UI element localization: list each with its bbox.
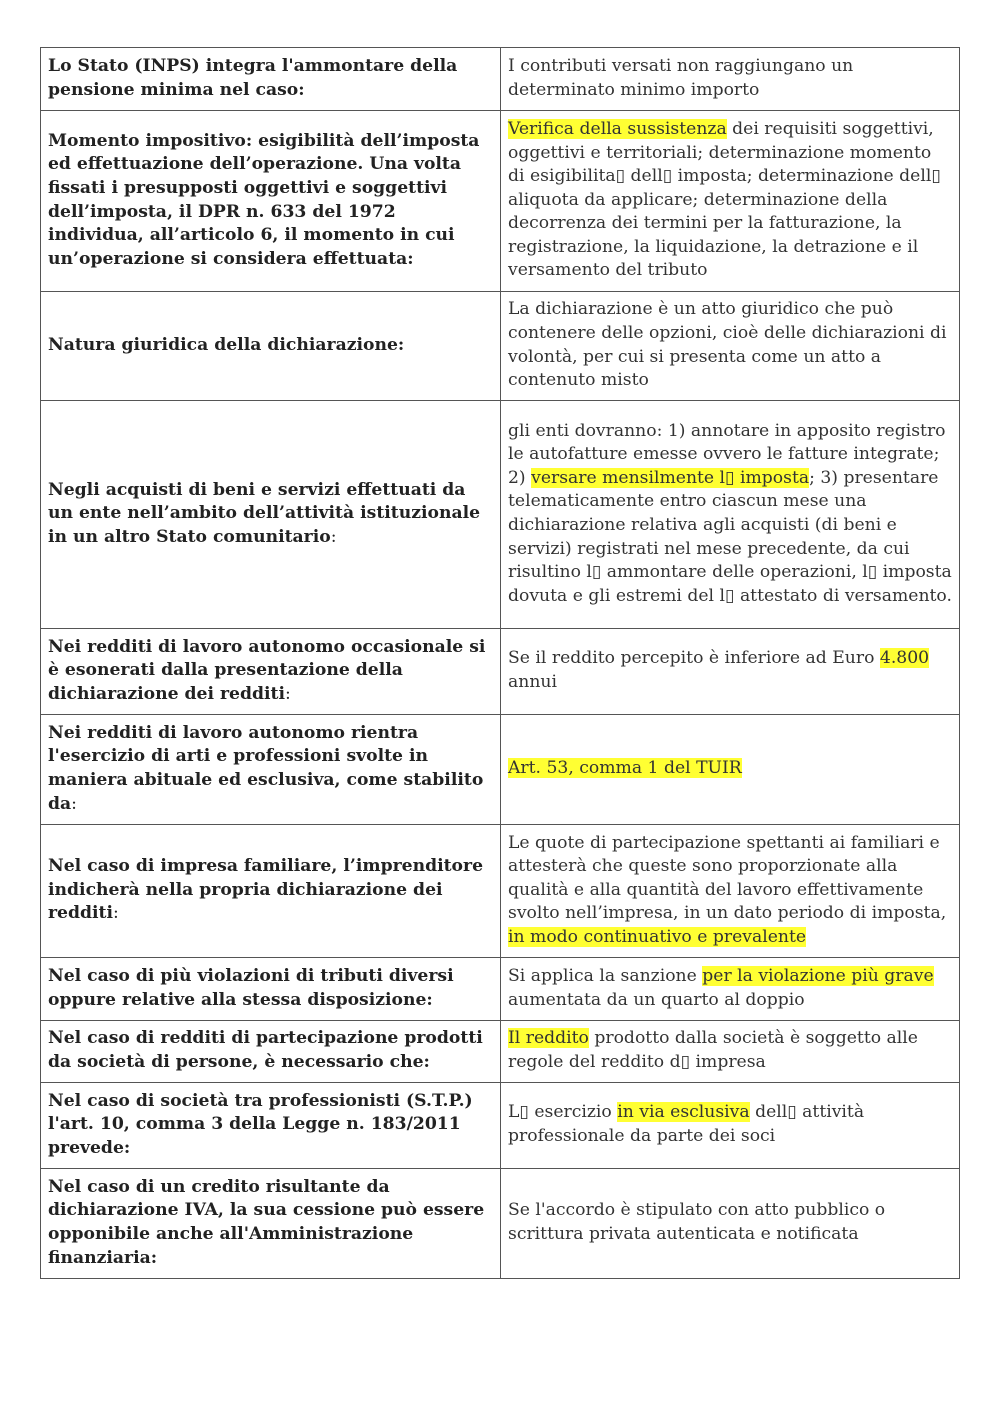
question-cell (41, 111, 501, 292)
answer-cell (501, 111, 960, 292)
answer-cell (501, 1021, 960, 1083)
answer-cell (501, 1169, 960, 1279)
answer-text: La dichiarazione è un atto giuridico che può contenere delle opzioni, cioè delle dichiarazioni di volontà, per cui si presenta come un atto a contenuto misto (508, 299, 947, 391)
question-cell (41, 1169, 501, 1279)
highlighted-answer-text: versare mensilmente l▯ imposta (531, 467, 810, 488)
table-row (41, 629, 960, 715)
qa-table (40, 47, 960, 1279)
table-row (41, 1083, 960, 1169)
question-colon: : (330, 526, 337, 547)
highlighted-answer-text: in via esclusiva (617, 1102, 750, 1123)
answer-cell (501, 715, 960, 825)
question-cell (41, 629, 501, 715)
answer-text: I contributi versati non raggiungano un determinato minimo importo (508, 55, 854, 100)
answer-text: Si applica la sanzione (508, 965, 703, 986)
answer-text: L▯ esercizio (508, 1102, 618, 1123)
qa-table-body (41, 48, 960, 1279)
highlighted-answer-text: in modo continuativo e prevalente (508, 926, 807, 947)
table-row (41, 292, 960, 401)
answer-cell (501, 629, 960, 715)
question-cell (41, 401, 501, 629)
answer-text: prodotto dalla società è soggetto alle regole del reddito d▯ impresa (508, 1028, 918, 1072)
table-row (41, 825, 960, 958)
question-colon: : (285, 683, 291, 704)
highlighted-answer-text: per la violazione più grave (702, 965, 934, 986)
answer-text: dei requisiti soggettivi, oggettivi e territoriali; determinazione momento di esigibilita▯ dell▯ imposta; determinazione dell▯ aliquota da applicare; determinazione della decorrenza dei termini per la fatturazione, la registrazione, la liquidazione, la detrazione e il versamento del tributo (508, 118, 941, 281)
answer-text: dell▯ attività professionale da parte dei soci (508, 1102, 865, 1146)
table-row (41, 958, 960, 1021)
question-cell (41, 48, 501, 111)
answer-text: aumentata da un quarto al doppio (508, 989, 805, 1010)
question-cell (41, 715, 501, 825)
answer-text: Se l'accordo è stipulato con atto pubblico o scrittura privata autenticata e notificata (508, 1200, 886, 1244)
question-text: Nel caso di impresa familiare, l’imprenditore indicherà nella propria dichiarazione dei redditi (48, 856, 484, 924)
question-text: Nei redditi di lavoro autonomo rientra l'esercizio di arti e professioni svolte in maniera abituale ed esclusiva, come stabilito da (48, 722, 484, 814)
question-text: Momento impositivo: esigibilità dell’imposta ed effettuazione dell’operazione. Una volta fissati i presupposti oggettivi e soggettivi dell’imposta, il DPR n. 633 del 1972 individua, all’articolo 6, il momento in cui un’operazione si considera effettuata: (48, 130, 480, 269)
question-text: Nel caso di un credito risultante da dichiarazione IVA, la sua cessione può essere opponibile anche all'Amministrazione finanziaria: (48, 1176, 485, 1268)
table-row (41, 48, 960, 111)
question-colon: : (113, 903, 119, 924)
answer-text: Le quote di partecipazione spettanti ai familiari e attesterà che queste sono proporzionate alla qualità e alla quantità del lavoro effettivamente svolto nell’impresa, in un dato periodo di imposta, (508, 832, 947, 924)
answer-text: Se il reddito percepito è inferiore ad Euro (508, 648, 880, 669)
highlighted-answer-text: Art. 53, comma 1 del TUIR (508, 758, 742, 779)
answer-cell (501, 1083, 960, 1169)
question-cell (41, 1083, 501, 1169)
answer-cell (501, 958, 960, 1021)
highlighted-answer-text: Verifica della sussistenza (508, 118, 727, 139)
question-text: Natura giuridica della dichiarazione: (48, 334, 405, 355)
table-row (41, 715, 960, 825)
question-cell (41, 958, 501, 1021)
table-row (41, 1169, 960, 1279)
table-row (41, 1021, 960, 1083)
question-cell (41, 825, 501, 958)
answer-cell (501, 292, 960, 401)
question-text: Nel caso di società tra professionisti (S.T.P.) l'art. 10, comma 3 della Legge n. 183/2011 prevede: (48, 1090, 473, 1158)
question-colon: : (71, 793, 77, 814)
highlighted-answer-text: 4.800 (879, 648, 930, 669)
answer-cell (501, 401, 960, 629)
table-row (41, 401, 960, 629)
question-text: Nei redditi di lavoro autonomo occasionale si è esonerati dalla presentazione della dichiarazione dei redditi (48, 636, 486, 704)
question-text: Lo Stato (INPS) integra l'ammontare della pensione minima nel caso: (48, 55, 458, 100)
answer-text: ; 3) presentare telematicamente entro ciascun mese una dichiarazione relativa agli acquisti (di beni e servizi) registrati nel mese precedente, da cui risultino l▯ ammontare delle operazioni, l▯ imposta dovuta e gli estremi del l▯ attestato di versamento. (508, 467, 952, 606)
question-cell (41, 1021, 501, 1083)
question-text: Negli acquisti di beni e servizi effettuati da un ente nell’ambito dell’attività istituzionale in un altro Stato comunitario (48, 479, 481, 547)
question-text: Nel caso di più violazioni di tributi diversi oppure relative alla stessa disposizione: (48, 965, 454, 1010)
table-row (41, 111, 960, 292)
highlighted-answer-text: Il reddito (508, 1028, 589, 1049)
answer-cell (501, 825, 960, 958)
answer-text: gli enti dovranno: 1) annotare in apposito registro le autofatture emesse ovvero le fatture integrate; 2) (508, 420, 946, 488)
question-text: Nel caso di redditi di partecipazione prodotti da società di persone, è necessario che: (48, 1028, 483, 1072)
answer-text: annui (508, 672, 557, 692)
answer-cell (501, 48, 960, 111)
question-cell (41, 292, 501, 401)
